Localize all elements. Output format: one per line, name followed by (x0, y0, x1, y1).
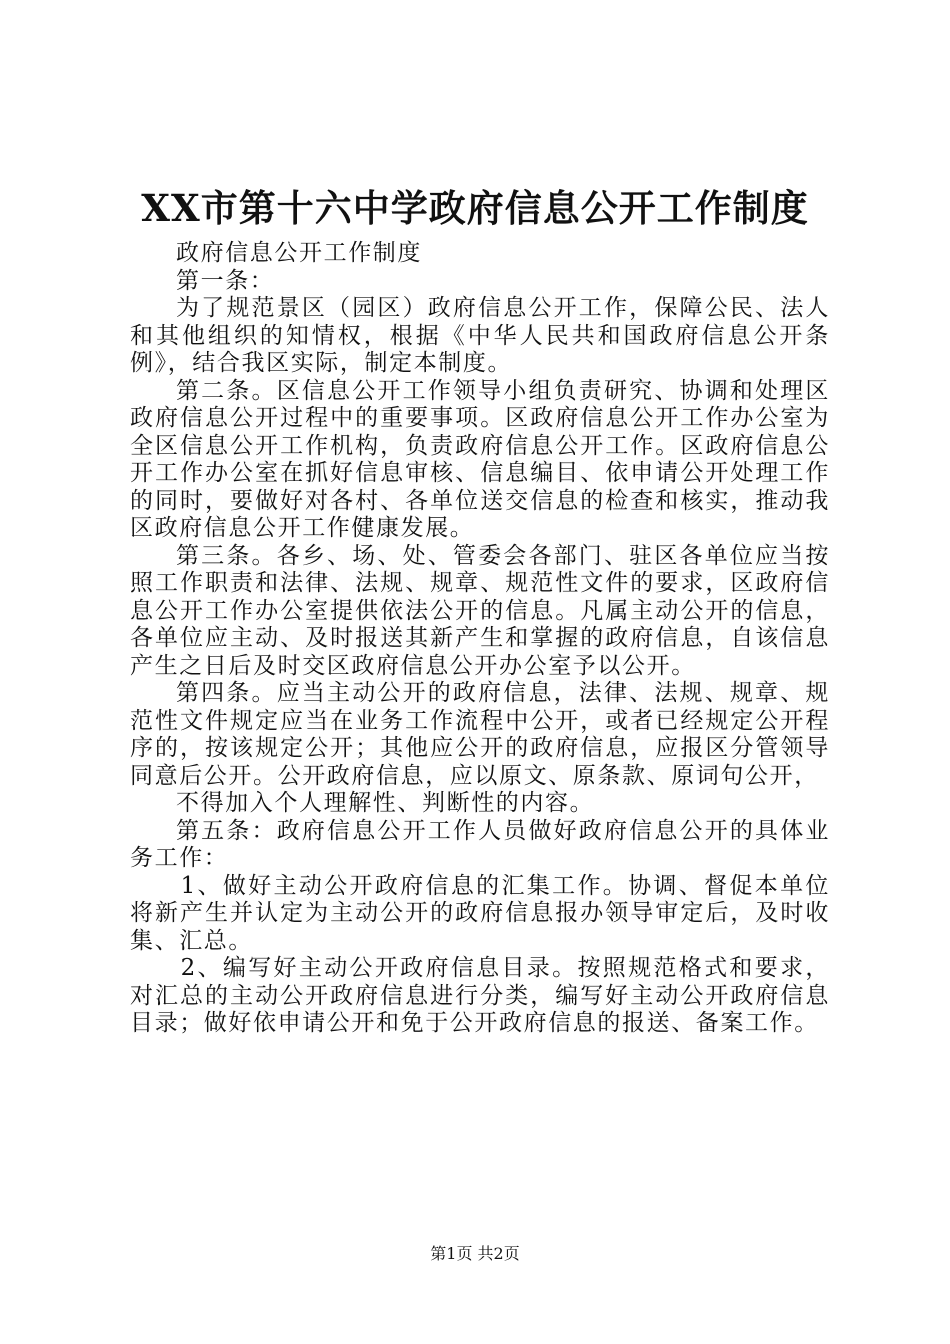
paragraph-article-4: 第四条。应当主动公开的政府信息，法律、法规、规章、规范性文件规定应当在业务工作流程中公开，或者已经规定公开程序的，按该规定公开；其他应公开的政府信息，应报区分管领导同意后公开。公开政府信息，应以原文、原条款、原词句公开， (130, 680, 830, 789)
paragraph-item-2: 2、编写好主动公开政府信息目录。按照规范格式和要求，对汇总的主动公开政府信息进行分类，编写好主动公开政府信息目录；做好依申请公开和免于公开政府信息的报送、备案工作。 (130, 955, 830, 1036)
paragraph-item-1: 1、做好主动公开政府信息的汇集工作。协调、督促本单位将新产生并认定为主动公开的政府信息报办领导审定后，及时收集、汇总。 (130, 872, 830, 954)
paragraph-article-4-continued: 不得加入个人理解性、判断性的内容。 (176, 790, 595, 816)
document-body (130, 240, 830, 1038)
paragraph-article-2: 第二条。区信息公开工作领导小组负责研究、协调和处理区政府信息公开过程中的重要事项。区政府信息公开工作办公室为全区信息公开工作机构，负责政府信息公开工作。区政府信息公开工作办公室在抓好信息审核、信息编目、依申请公开处理工作的同时，要做好对各村、各单位送交信息的检查和核实，推动我区政府信息公开工作健康发展。 (130, 377, 830, 541)
paragraph-article-3: 第三条。各乡、场、处、管委会各部门、驻区各单位应当按照工作职责和法律、法规、规章、规范性文件的要求，区政府信息公开工作办公室提供依法公开的信息。凡属主动公开的信息，各单位应主动、及时报送其新产生和掌握的政府信息，自该信息产生之日后及时交区政府信息公开办公室予以公开。 (130, 542, 830, 679)
paragraph-article-1: 为了规范景区（园区）政府信息公开工作，保障公民、法人和其他组织的知情权，根据《中华人民共和国政府信息公开条例》，结合我区实际，制定本制度。 (130, 295, 830, 376)
paragraph-subtitle: 政府信息公开工作制度 (176, 240, 422, 266)
page-footer: 第1页 共2页 (430, 1244, 520, 1263)
paragraph-article-5: 第五条：政府信息公开工作人员做好政府信息公开的具体业务工作： (130, 817, 830, 871)
document-title: XX市第十六中学政府信息公开工作制度 (141, 186, 809, 230)
paragraph-article-1-heading: 第一条： (176, 267, 275, 294)
